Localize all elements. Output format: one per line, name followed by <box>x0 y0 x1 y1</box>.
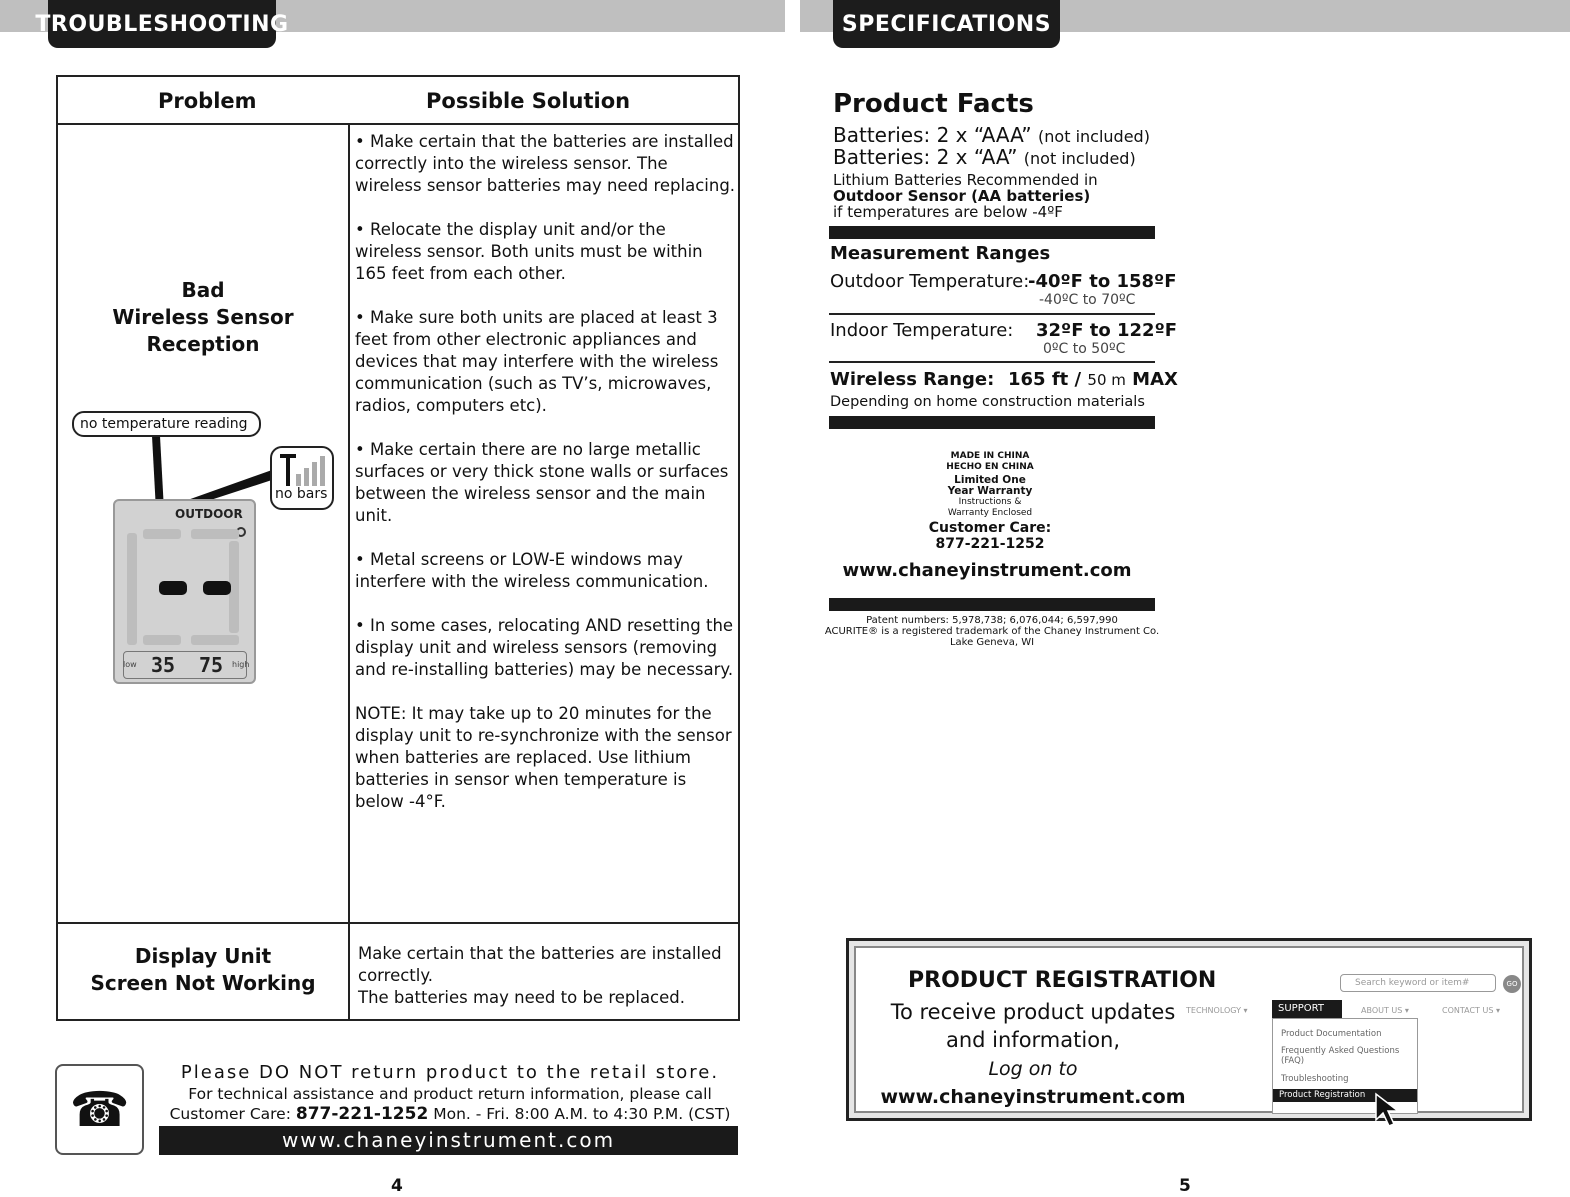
made-in-china <box>930 451 1050 473</box>
lcd-high-label: high <box>232 660 250 669</box>
menu-item-documentation[interactable]: Product Documentation <box>1281 1029 1382 1039</box>
nav-about[interactable]: ABOUT US ▾ <box>1361 1006 1409 1015</box>
divider-line <box>829 361 1155 363</box>
menu-item-troubleshooting[interactable]: Troubleshooting <box>1281 1074 1349 1084</box>
made-line: MADE IN CHINA <box>950 451 1030 461</box>
no-bars-label: no bars <box>275 486 328 502</box>
solution-list-reception <box>355 131 737 835</box>
solution-item: • Make certain that the batteries are installed correctly into the wireless sensor. The wireless sensor batteries may need replacing. <box>355 132 736 195</box>
specifications-header: SPECIFICATIONS <box>833 0 1060 48</box>
patent-line: Patent numbers: 5,978,738; 6,076,044; 6,597,990 <box>866 615 1118 626</box>
lcd-low-temp: 35 <box>151 653 176 677</box>
solution-item: • Metal screens or LOW-E windows may interfere with the wireless communication. <box>355 550 709 591</box>
registration-line: Log on to <box>988 1058 1078 1080</box>
lcd-dash <box>203 581 231 595</box>
warranty-line: Year Warranty <box>947 485 1033 497</box>
lcd-segment <box>143 635 181 645</box>
callout-no-temperature: no temperature reading <box>72 411 261 437</box>
page-number-left: 4 <box>391 1176 403 1196</box>
troubleshooting-header: TROUBLESHOOTING <box>48 0 276 48</box>
page-number-right: 5 <box>1179 1176 1191 1196</box>
divider-bar <box>829 598 1155 611</box>
outdoor-temp-label: Outdoor Temperature: <box>830 271 1030 292</box>
go-button[interactable]: GO <box>1503 975 1521 993</box>
care-hours: Mon. - Fri. 8:00 A.M. to 4:30 P.M. (CST) <box>433 1105 731 1123</box>
problem-line: Wireless Sensor <box>112 305 294 329</box>
made-line: HECHO EN CHINA <box>946 462 1034 472</box>
nav-technology[interactable]: TECHNOLOGY ▾ <box>1186 1006 1248 1015</box>
battery-text: Batteries: 2 x “AAA” <box>833 123 1032 147</box>
location-line: Lake Geneva, WI <box>949 637 1035 648</box>
problem-line: Screen Not Working <box>90 971 316 995</box>
instr-line: Warranty Enclosed <box>947 508 1033 518</box>
tech-assistance: For technical assistance and product return information, please call <box>188 1085 712 1103</box>
problem-line: Display Unit <box>134 944 272 968</box>
registration-line: and information, <box>945 1028 1121 1052</box>
wireless-ft: 165 ft / <box>1008 369 1082 390</box>
instructions <box>930 497 1050 519</box>
battery-line-2 <box>833 145 1136 169</box>
warranty-line: Limited One <box>954 474 1026 486</box>
outdoor-temp-value: -40ºF to 158ºF <box>1028 271 1177 292</box>
lcd-outdoor-label: OUTDOOR <box>175 507 243 521</box>
signal-bars-icon <box>280 452 340 488</box>
problem-line: Bad <box>181 278 225 302</box>
lcd-minmax-box <box>123 651 250 679</box>
patent-info <box>818 615 1166 648</box>
lcd-display <box>113 499 256 684</box>
lcd-dash <box>159 581 187 595</box>
lcd-segment <box>127 533 137 645</box>
outdoor-temp-celsius: -40ºC to 70ºC <box>1039 292 1136 308</box>
return-notice: Please DO NOT return product to the retail store. <box>180 1062 720 1083</box>
problem-line: Reception <box>146 332 260 356</box>
mouse-cursor-icon <box>1374 1092 1400 1128</box>
registration-title: PRODUCT REGISTRATION <box>908 968 1217 993</box>
callout-no-bars <box>270 446 334 510</box>
battery-text: Batteries: 2 x “AA” <box>833 145 1018 169</box>
website-link-specs[interactable]: www.chaneyinstrument.com <box>842 560 1132 581</box>
indoor-temp-celsius: 0ºC to 50ºC <box>1043 341 1126 357</box>
battery-note: (not included) <box>1023 149 1136 168</box>
lcd-high-temp: 75 <box>199 653 224 677</box>
product-registration-box <box>846 938 1532 1121</box>
lcd-segment <box>143 529 181 539</box>
registration-url[interactable]: www.chaneyinstrument.com <box>880 1086 1186 1108</box>
solution-item: • Make certain there are no large metallic surfaces or very thick stone walls or surfaces between the wireless sensor and the main unit. <box>355 440 729 525</box>
search-input[interactable]: Search keyword or item# <box>1340 974 1496 992</box>
registration-inner <box>854 946 1524 1113</box>
care-phone: 877-221-1252 <box>295 1104 429 1124</box>
wireless-range-label: Wireless Range: <box>830 369 995 390</box>
menu-item-registration[interactable]: Product Registration <box>1273 1089 1417 1102</box>
indoor-temp-value: 32ºF to 122ºF <box>1036 320 1178 341</box>
registration-line: To receive product updates <box>890 1000 1176 1024</box>
solution-item: The batteries may need to be replaced. <box>358 988 686 1007</box>
menu-item-faq[interactable]: Frequently Asked Questions (FAQ) <box>1281 1046 1400 1066</box>
solution-item: • Make sure both units are placed at least 3 feet from other electronic appliances and devices that may interfere with the wireless communication (such as TV’s, microwaves, radios, computers etc). <box>355 308 719 415</box>
col-solution: Possible Solution <box>426 89 631 113</box>
solution-list-display <box>358 943 740 1009</box>
battery-note: (not included) <box>1038 127 1150 146</box>
lcd-low-label: low <box>123 660 137 669</box>
solution-note: NOTE: It may take up to 20 minutes for the display unit to re-synchronize with the sensor when batteries are replaced. Use lithium batteries in sensor when temperature is below -4°F. <box>355 704 732 811</box>
wireless-note: Depending on home construction materials <box>830 394 1145 410</box>
customer-care <box>900 520 1080 552</box>
problem-display-unit <box>58 943 348 997</box>
indoor-temp-label: Indoor Temperature: <box>830 320 1014 341</box>
website-link[interactable]: www.chaneyinstrument.com <box>159 1126 738 1155</box>
divider-bar <box>829 226 1155 239</box>
wireless-m: 50 m <box>1087 371 1126 389</box>
lithium-line: if temperatures are below -4ºF <box>833 203 1063 221</box>
telephone-icon: ☎ <box>55 1064 144 1155</box>
trademark-line: ACURITE® is a registered trademark of the Chaney Instrument Co. <box>824 626 1160 637</box>
care-phone: 877-221-1252 <box>935 536 1045 552</box>
nav-contact[interactable]: CONTACT US ▾ <box>1442 1006 1500 1015</box>
battery-line-1 <box>833 123 1150 147</box>
customer-care-line <box>160 1104 740 1124</box>
lithium-note <box>833 172 1098 220</box>
lithium-line: Outdoor Sensor (AA batteries) <box>833 187 1091 205</box>
col-problem: Problem <box>158 89 257 113</box>
divider-bar <box>829 416 1155 429</box>
instr-line: Instructions & <box>958 497 1022 507</box>
care-label: Customer Care: <box>169 1105 291 1123</box>
lcd-segment <box>191 529 239 539</box>
row-divider <box>58 922 738 924</box>
lithium-line: Lithium Batteries Recommended in <box>833 171 1098 189</box>
wireless-max: MAX <box>1132 369 1178 390</box>
solution-item: Make certain that the batteries are installed correctly. <box>358 944 722 985</box>
nav-support[interactable]: SUPPORT <box>1272 1000 1342 1018</box>
warranty <box>930 475 1050 497</box>
product-facts-title: Product Facts <box>833 89 1034 119</box>
divider-line <box>829 313 1155 315</box>
measurement-ranges-title: Measurement Ranges <box>830 243 1051 264</box>
wireless-range-value <box>1008 369 1178 390</box>
solution-item: • Relocate the display unit and/or the wireless sensor. Both units must be within 165 feet from each other. <box>355 220 703 283</box>
lcd-segment <box>191 635 239 645</box>
solution-item: • In some cases, relocating AND resetting the display unit and wireless sensors (removing and re-installing batteries) may be necessary. <box>355 616 734 679</box>
care-label: Customer Care: <box>928 520 1052 536</box>
